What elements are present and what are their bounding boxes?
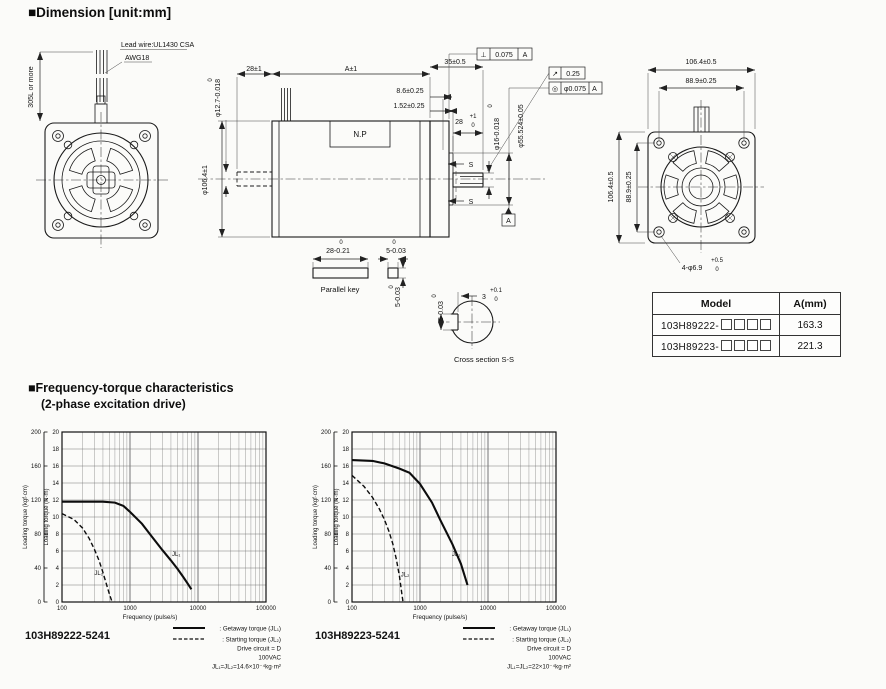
model-placeholder-box — [734, 319, 745, 330]
y-inner-tick: 0 — [345, 600, 349, 606]
rear-hole-dim: 4-φ6.9 — [681, 265, 703, 272]
x-tick: 10000 — [479, 606, 497, 612]
curve-label: JL₂ — [94, 570, 104, 577]
model-table-header — [653, 293, 841, 315]
dim-55-524: φ55.524±0.05 — [518, 104, 525, 148]
gdt-runout-symbol: ↗ — [552, 71, 558, 78]
y-outer-tick: 0 — [327, 600, 331, 606]
y-inner-tick: 12 — [52, 498, 59, 504]
dim-28: 28±1 — [246, 66, 262, 73]
legend-label: : Getaway torque (JL₁) — [509, 625, 571, 633]
y-outer-tick: 40 — [324, 566, 331, 572]
rear-dim-106-4-left: 106.4±0.5 — [608, 171, 615, 203]
section-s-top: S — [468, 162, 474, 169]
chart-note: Drive circuit = D — [527, 645, 571, 653]
chart-103H89222-5241 — [23, 430, 282, 671]
y-inner-tick: 2 — [55, 583, 59, 589]
x-tick: 100 — [56, 606, 68, 612]
cs-width-tol-upper: 0 — [432, 294, 438, 298]
table-header-model: Model — [653, 293, 780, 315]
dim-shaft-28-upper: +1 — [469, 114, 477, 120]
parallel-key-drawing — [313, 258, 408, 288]
y-outer-tick: 160 — [30, 464, 41, 470]
dim-shaft-28-lower: 0 — [471, 123, 475, 129]
y-inner-tick: 14 — [342, 481, 349, 487]
x-tick: 100000 — [255, 606, 277, 612]
model-cell: 103H89222- — [653, 315, 780, 336]
y-outer-tick: 120 — [30, 498, 41, 504]
y-inner-tick: 18 — [342, 447, 349, 453]
dim-12-7: φ12.7-0.018 — [215, 78, 222, 118]
key-width: 5-0.03 — [386, 248, 406, 255]
dim-35: 35±0.5 — [444, 59, 466, 66]
freq-section-title: ■Frequency-torque characteristics — [28, 381, 234, 395]
chart-model-title: 103H89223-5241 — [315, 630, 401, 642]
model-placeholder-box — [721, 319, 732, 330]
x-tick: 1000 — [413, 606, 427, 612]
key-height-tol-upper: 0 — [389, 285, 395, 289]
awg-label: AWG18 — [125, 55, 150, 62]
a-dimension-cell: 163.3 — [780, 315, 841, 336]
lead-wire-label: Lead wire:UL1430 CSA — [121, 42, 195, 49]
cs-depth-upper: +0.1 — [490, 288, 502, 294]
dim-8-6: 8.6±0.25 — [396, 88, 424, 95]
frequency-torque-charts — [23, 430, 572, 671]
y-axis-label-outer: Loading torque (kgf·cm) — [313, 485, 319, 549]
model-placeholder-box — [721, 340, 732, 351]
chart-note: Drive circuit = D — [237, 645, 281, 653]
gdt-perp-symbol: ⊥ — [480, 52, 487, 59]
dim-12-7-tol-upper: 0 — [208, 78, 214, 82]
y-outer-tick: 80 — [324, 532, 331, 538]
x-tick: 100 — [346, 606, 358, 612]
series-dashed — [352, 475, 403, 601]
gdt-conc-datum: A — [592, 86, 597, 93]
y-inner-tick: 16 — [52, 464, 59, 470]
chart-note: JL₁=JL₂=14.6×10⁻⁴kg·m² — [211, 663, 281, 671]
y-axis-label-outer: Loading torque (kgf·cm) — [23, 485, 29, 549]
x-axis-label: Frequency (pulse/s) — [122, 614, 178, 621]
rear-dim-88-9-left: 88.9±0.25 — [626, 171, 633, 203]
gdt-conc-symbol: ◎ — [551, 86, 559, 93]
legend-label: : Starting torque (JL₂) — [222, 636, 281, 644]
curve-label: JL₂ — [400, 572, 410, 579]
y-inner-tick: 8 — [345, 532, 349, 538]
y-inner-tick: 8 — [55, 532, 59, 538]
chart-note: 100VAC — [548, 654, 571, 662]
rear-hole-tol-lower: 0 — [715, 267, 719, 273]
section-s-bottom: S — [468, 199, 474, 206]
x-axis-label: Frequency (pulse/s) — [412, 614, 468, 621]
y-inner-tick: 2 — [345, 583, 349, 589]
rear-dim-106-4-top: 106.4±0.5 — [685, 59, 717, 66]
y-outer-tick: 40 — [34, 566, 41, 572]
key-length: 28-0.21 — [326, 248, 350, 255]
y-inner-tick: 16 — [342, 464, 349, 470]
dim-16-tol-upper: 0 — [488, 104, 494, 108]
nameplate-label: N.P — [353, 130, 367, 139]
y-outer-tick: 120 — [320, 498, 331, 504]
legend-label: : Getaway torque (JL₁) — [219, 625, 281, 633]
cs-depth: 3 — [482, 294, 486, 301]
y-inner-tick: 10 — [342, 515, 349, 521]
key-height: 5-0.03 — [395, 287, 402, 307]
y-inner-tick: 12 — [342, 498, 349, 504]
model-table — [652, 292, 841, 357]
gdt-runout-value: 0.25 — [566, 71, 580, 78]
dim-shaft-28: 28 — [455, 119, 463, 126]
y-axis-label-inner: Loading torque (N·m) — [334, 488, 340, 546]
y-inner-tick: 0 — [55, 600, 59, 606]
legend-label: : Starting torque (JL₂) — [512, 636, 571, 644]
cs-depth-lower: 0 — [494, 297, 498, 303]
y-inner-tick: 4 — [345, 566, 349, 572]
screw-heads — [669, 153, 735, 223]
cross-section-drawing — [441, 292, 500, 349]
cross-section-label: Cross section S-S — [453, 355, 515, 364]
y-inner-tick: 4 — [55, 566, 59, 572]
rear-view — [619, 70, 764, 263]
cs-width: 5-0.03 — [438, 301, 445, 321]
parallel-key-label: Parallel key — [320, 285, 360, 294]
x-tick: 10000 — [189, 606, 207, 612]
y-inner-tick: 10 — [52, 515, 59, 521]
model-placeholder-box — [760, 340, 771, 351]
model-cell: 103H89223- — [653, 336, 780, 357]
y-inner-tick: 6 — [55, 549, 59, 555]
key-length-tol-upper: 0 — [339, 240, 343, 246]
rear-dim-88-9-top: 88.9±0.25 — [685, 78, 717, 85]
length-305-label: 305L or more — [28, 66, 35, 108]
gdt-perp-value: 0.075 — [495, 52, 513, 59]
x-tick: 1000 — [123, 606, 137, 612]
dim-a: A±1 — [344, 66, 358, 73]
curve-label: JL₁ — [172, 552, 181, 559]
a-dimension-cell: 221.3 — [780, 336, 841, 357]
front-view — [36, 50, 187, 249]
side-view — [198, 48, 602, 237]
y-axis-label-inner: Loading torque (N·m) — [44, 488, 50, 546]
gdt-conc-value: φ0.075 — [563, 86, 587, 93]
y-inner-tick: 18 — [52, 447, 59, 453]
series-solid — [352, 460, 468, 585]
y-outer-tick: 80 — [34, 532, 41, 538]
datum-a-label: A — [506, 218, 511, 225]
y-inner-tick: 6 — [345, 549, 349, 555]
rear-hole-tol-upper: +0.5 — [711, 258, 723, 264]
curve-label: JL₁ — [451, 552, 461, 559]
freq-section-subtitle: (2-phase excitation drive) — [41, 397, 186, 411]
y-outer-tick: 200 — [30, 430, 41, 436]
x-tick: 100000 — [545, 606, 567, 612]
dim-16: φ16-0.018 — [494, 117, 501, 151]
y-inner-tick: 14 — [52, 481, 59, 487]
chart-note: JL₁=JL₂=22×10⁻⁴kg·m² — [507, 663, 571, 671]
chart-note: 100VAC — [258, 654, 281, 662]
table-row — [653, 315, 841, 336]
key-width-tol-upper: 0 — [392, 240, 396, 246]
chart-103H89223-5241 — [313, 430, 572, 671]
lead-wires — [97, 50, 108, 102]
model-placeholder-box — [760, 319, 771, 330]
series-dashed — [62, 514, 112, 602]
table-row — [653, 336, 841, 357]
gdt-perp-datum: A — [522, 52, 528, 59]
model-placeholder-box — [747, 319, 758, 330]
y-inner-tick: 20 — [342, 430, 349, 436]
model-placeholder-box — [747, 340, 758, 351]
y-outer-tick: 0 — [37, 600, 41, 606]
dim-106-4-side: φ106.4±1 — [202, 165, 209, 195]
y-outer-tick: 200 — [320, 430, 331, 436]
chart-model-title: 103H89222-5241 — [25, 630, 111, 642]
model-placeholder-box — [734, 340, 745, 351]
y-outer-tick: 160 — [320, 464, 331, 470]
y-inner-tick: 20 — [52, 430, 59, 436]
table-header-a-mm-: A(mm) — [780, 293, 841, 315]
dim-1-52: 1.52±0.25 — [393, 103, 425, 110]
dimension-section-title: ■Dimension [unit:mm] — [28, 5, 172, 20]
